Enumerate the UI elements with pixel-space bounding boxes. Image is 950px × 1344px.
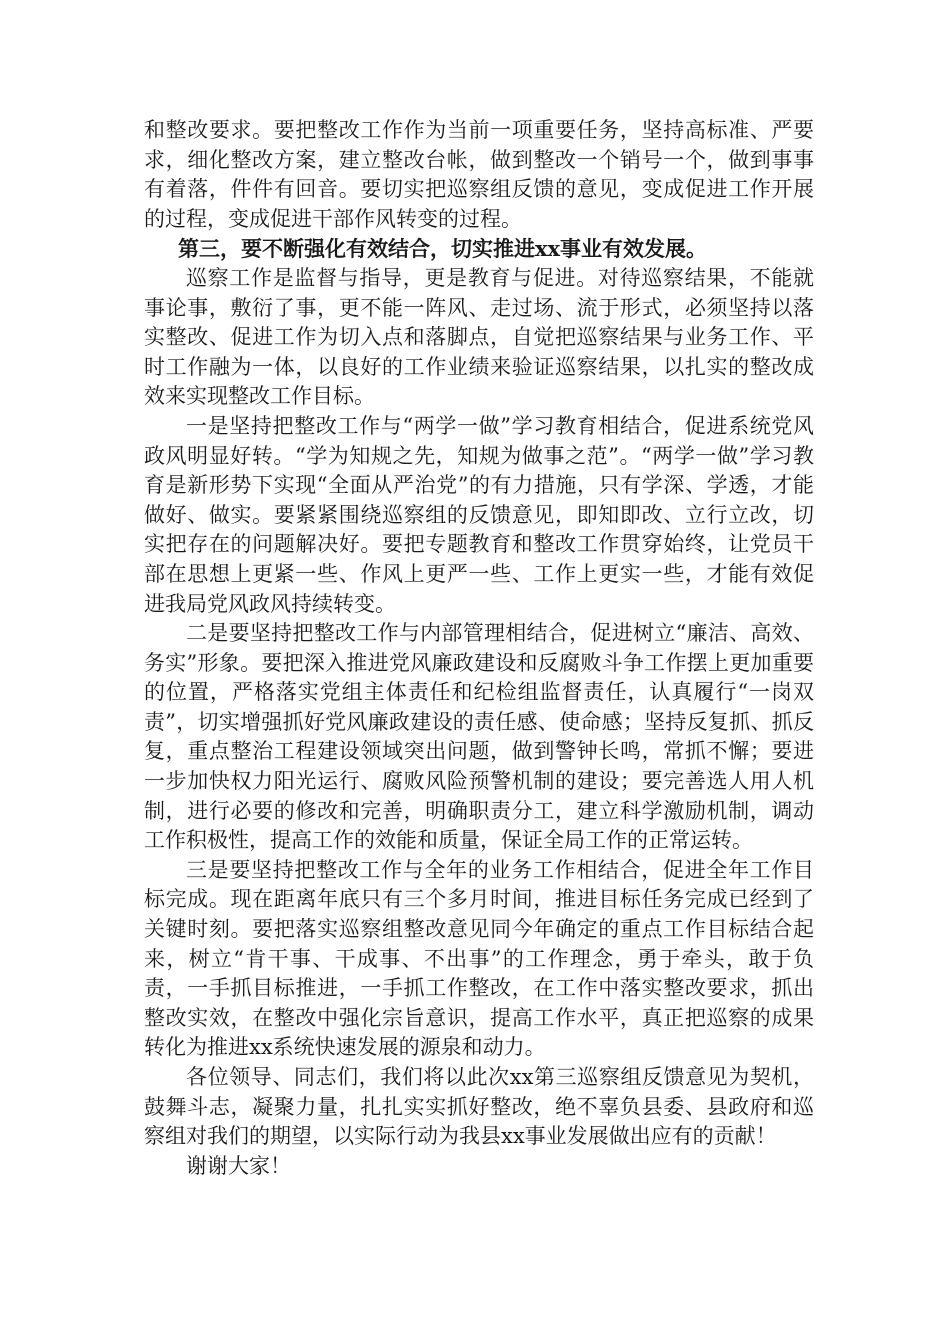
section-heading: 第三，要不断强化有效结合，切实推进xx事业有效发展。 <box>178 236 708 262</box>
paragraph-thanks: 谢谢大家！ <box>186 1153 291 1178</box>
paragraph-intro: 巡察工作是监督与指导，更是教育与促进。对待巡察结果，不能就事论事，敷衍了事，更不能一阵风、走过场、流于形式，必须坚持以落实整改、促进工作为切入点和落脚点，自觉把巡察结果与业务工作、平时工作融为一体，以良好的工作业绩来验证巡察结果，以扎实的整改成效来实现整改工作目标。 <box>144 265 814 409</box>
paragraph-point-three: 三是要坚持把整改工作与全年的业务工作相结合，促进全年工作目标完成。现在距离年底只有三个多月时间，推进目标任务完成已经到了关键时刻。要把落实巡察组整改意见同今年确定的重点工作目标结合起来，树立“肯干事、干成事、不出事”的工作理念，勇于牵头，敢于负责，一手抓目标推进，一手抓工作整改，在工作中落实整改要求，抓出整改实效，在整改中强化宗旨意识，提高工作水平，真正把巡察的成果转化为推进xx系统快速发展的源泉和动力。 <box>144 857 814 1060</box>
paragraph-point-one: 一是坚持把整改工作与“两学一做”学习教育相结合，促进系统党风政风明显好转。“学为知规之先，知规为做事之范”。“两学一做”学习教育是新形势下实现“全面从严治党”的有力措施，只有学深、学透，才能做好、做实。要紧紧围绕巡察组的反馈意见，即知即改、立行立改，切实把存在的问题解决好。要把专题教育和整改工作贯穿始终，让党员干部在思想上更紧一些、作风上更严一些、工作上更实一些，才能有效促进我局党风政风持续转变。 <box>144 413 814 616</box>
paragraph-point-two: 二是要坚持把整改工作与内部管理相结合，促进树立“廉洁、高效、务实”形象。要把深入推进党风廉政建设和反腐败斗争工作摆上更加重要的位置，严格落实党组主体责任和纪检组监督责任，认真履行“一岗双责”，切实增强抓好党风廉政建设的责任感、使命感；坚持反复抓、抓反复，重点整治工程建设领域突出问题，做到警钟长鸣，常抓不懈；要进一步加快权力阳光运行、腐败风险预警机制的建设；要完善选人用人机制，进行必要的修改和完善，明确职责分工，建立科学激励机制，调动工作积极性，提高工作的效能和质量，保证全局工作的正常运转。 <box>144 621 814 853</box>
paragraph-closing: 各位领导、同志们，我们将以此次xx第三巡察组反馈意见为契机，鼓舞斗志，凝聚力量，扎扎实实抓好整改，绝不辜负县委、县政府和巡察组对我们的期望，以实际行动为我县xx事业发展做出应有的贡献！ <box>144 1065 814 1149</box>
paragraph-continued: 和整改要求。要把整改工作作为当前一项重要任务，坚持高标准、严要求，细化整改方案，建立整改台帐，做到整改一个销号一个，做到事事有着落，件件有回音。要切实把巡察组反馈的意见，变成促进工作开展的过程，变成促进干部作风转变的过程。 <box>144 118 814 231</box>
document-body <box>144 116 814 1181</box>
